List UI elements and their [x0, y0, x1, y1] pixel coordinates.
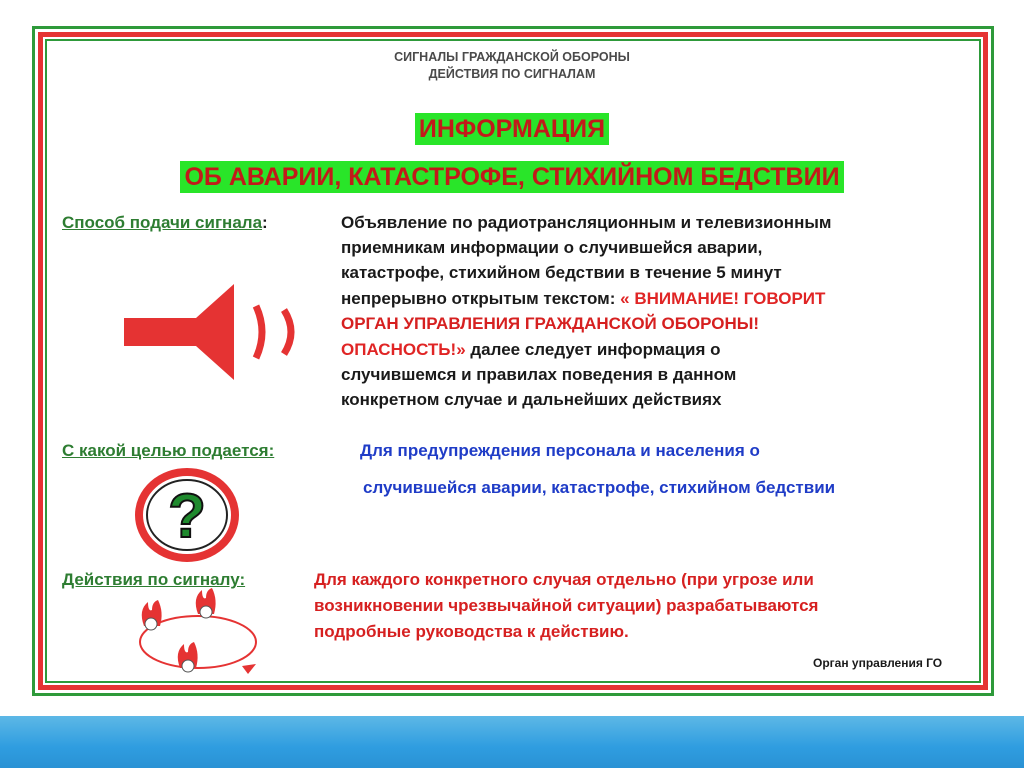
- method-line-1: Объявление по радиотрансляционным и телевизионным: [341, 213, 832, 232]
- alert-text-3: ОПАСНОСТЬ!»: [341, 340, 466, 359]
- method-line-4-text: непрерывно открытым текстом:: [341, 289, 621, 308]
- svg-text:?: ?: [168, 482, 206, 551]
- actions-label: Действия по сигналу:: [62, 570, 246, 589]
- method-label: Способ подачи сигнала: [62, 213, 263, 232]
- method-label-row: [62, 213, 268, 233]
- purpose-label: С какой целью подается:: [62, 441, 275, 460]
- actions-line-2: возникновении чрезвычайной ситуации) разрабатываются: [314, 596, 819, 615]
- header-line-2: ДЕЙСТВИЯ ПО СИГНАЛАМ: [428, 67, 596, 81]
- header-line-1: СИГНАЛЫ ГРАЖДАНСКОЙ ОБОРОНЫ: [394, 50, 630, 64]
- method-line-6: [341, 340, 720, 360]
- alert-text-2: ОРГАН УПРАВЛЕНИЯ ГРАЖДАНСКОЙ ОБОРОНЫ!: [341, 314, 760, 333]
- title-info: ИНФОРМАЦИЯ: [415, 113, 609, 145]
- method-line-2: приемникам информации о случившейся аварии,: [341, 238, 763, 257]
- method-line-8: конкретном случае и дальнейших действиях: [341, 390, 722, 409]
- loudspeaker-icon: [118, 282, 308, 382]
- method-line-6-text: далее следует информация о: [465, 340, 721, 359]
- title-row-2: [0, 161, 1024, 193]
- method-line-7: случившемся и правилах поведения в данном: [341, 365, 737, 384]
- bottom-bar: [0, 716, 1024, 768]
- method-colon: :: [262, 213, 268, 232]
- purpose-line-1: Для предупреждения персонала и населения о: [360, 441, 760, 460]
- actions-line-3: подробные руководства к действию.: [314, 622, 629, 641]
- actions-line-1: Для каждого конкретного случая отдельно (при угрозе или: [314, 570, 814, 589]
- alert-text-1: « ВНИМАНИЕ! ГОВОРИТ: [620, 289, 826, 308]
- title-subject: ОБ АВАРИИ, КАТАСТРОФЕ, СТИХИЙНОМ БЕДСТВИИ: [180, 161, 843, 193]
- method-line-4: [341, 289, 825, 309]
- question-mark-icon: [134, 467, 240, 563]
- purpose-line-2: случившейся аварии, катастрофе, стихийном бедствии: [363, 478, 836, 497]
- fire-cycle-icon: [132, 588, 262, 680]
- method-line-3: катастрофе, стихийном бедствии в течение 5 минут: [341, 263, 782, 282]
- footer-note: Орган управления ГО: [813, 656, 943, 670]
- title-row-1: [0, 113, 1024, 145]
